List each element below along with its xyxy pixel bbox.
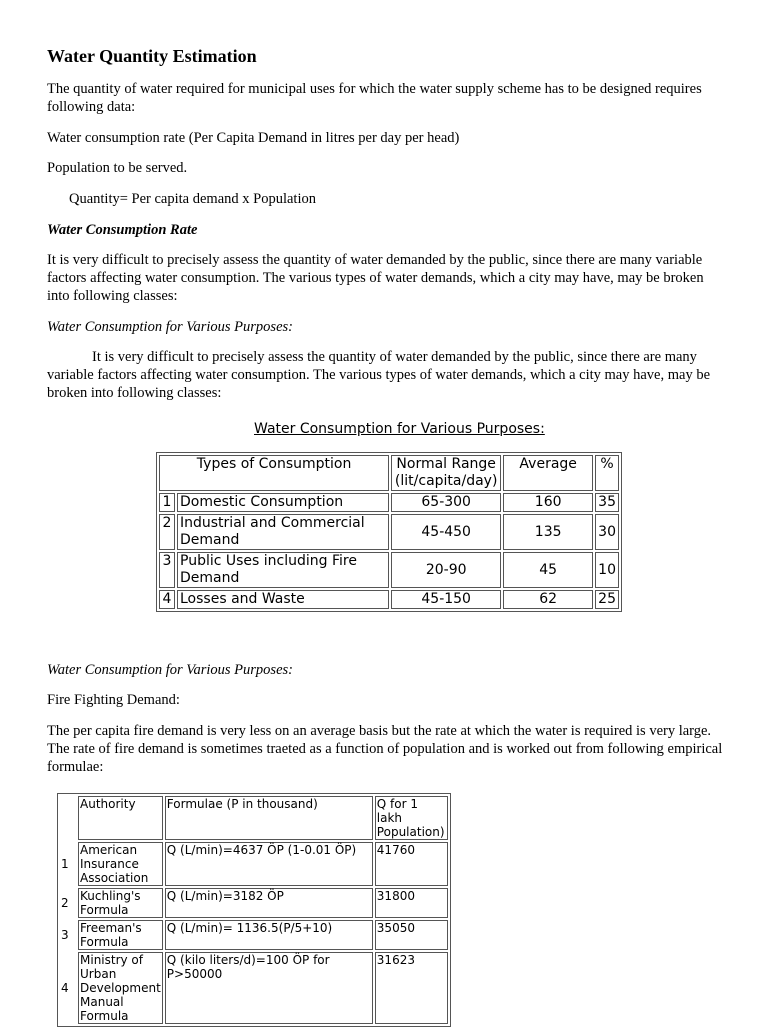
consumption-table	[156, 452, 622, 612]
normal-range: 20-90	[391, 552, 501, 588]
formula-text: Q (kilo liters/d)=100 ÖP for P>50000	[165, 952, 373, 1024]
header-authority: Authority	[78, 796, 163, 840]
table-row	[60, 952, 448, 1024]
table-row	[60, 920, 448, 950]
table-header-row	[60, 796, 448, 840]
normal-range: 65-300	[391, 493, 501, 512]
authority-name: Ministry of Urban Development Manual Formula	[80, 953, 161, 1023]
q-value: 41760	[375, 842, 448, 886]
fire-demand-table	[57, 793, 451, 1027]
normal-range: 45-450	[391, 514, 501, 550]
formula-text: Q (L/min)= 1136.5(P/5+10)	[165, 920, 373, 950]
intro-paragraph: The quantity of water required for municipal uses for which the water supply scheme has to be designed requires following data:	[47, 81, 702, 115]
authority-name: American Insurance Association	[78, 842, 163, 886]
table-row	[159, 590, 619, 609]
q-value: 35050	[375, 920, 448, 950]
table-row	[159, 514, 619, 550]
normal-range: 45-150	[391, 590, 501, 609]
population-line: Population to be served.	[47, 160, 188, 176]
quantity-formula: Quantity= Per capita demand x Population	[69, 191, 316, 207]
row-number: 1	[61, 857, 69, 871]
table-row	[159, 552, 619, 588]
consumption-rate-line: Water consumption rate (Per Capita Demand in litres per day per head)	[47, 130, 460, 146]
header-range: Normal Range (lit/capita/day)	[391, 455, 501, 491]
percent-value: 35	[595, 493, 619, 512]
purposes-paragraph: It is very difficult to precisely assess the quantity of water demanded by the public, since there are many variable factors affecting water consumption. The various types of water demands, which a city may have, may be broken into following classes:	[47, 349, 711, 401]
page-title: Water Quantity Estimation	[47, 46, 257, 66]
consumption-type: Industrial and Commercial Demand	[177, 514, 389, 550]
consumption-type: Losses and Waste	[177, 590, 389, 609]
header-formula: Formulae (P in thousand)	[165, 796, 373, 840]
header-average: Average	[503, 455, 593, 491]
percent-value: 10	[595, 552, 619, 588]
consumption-type: Public Uses including Fire Demand	[177, 552, 389, 588]
fire-demand-heading: Fire Fighting Demand:	[47, 692, 180, 708]
row-number: 2	[61, 896, 69, 910]
average-value: 160	[503, 493, 593, 512]
header-percent: %	[595, 455, 619, 491]
row-number: 2	[159, 514, 175, 550]
authority-name: Kuchling's Formula	[78, 888, 163, 918]
percent-value: 25	[595, 590, 619, 609]
section-heading-purposes: Water Consumption for Various Purposes:	[47, 319, 293, 335]
average-value: 135	[503, 514, 593, 550]
table-row	[60, 842, 448, 886]
formula-text: Q (L/min)=4637 ÖP (1-0.01 ÖP)	[165, 842, 373, 886]
section-heading-purposes-2: Water Consumption for Various Purposes:	[47, 662, 293, 678]
row-number: 3	[159, 552, 175, 588]
average-value: 45	[503, 552, 593, 588]
header-q: Q for 1 lakh Population)	[375, 796, 448, 840]
row-number-blank	[60, 796, 76, 840]
average-value: 62	[503, 590, 593, 609]
q-value: 31623	[375, 952, 448, 1024]
table-row	[60, 888, 448, 918]
table-header-row	[159, 455, 619, 491]
consumption-type: Domestic Consumption	[177, 493, 389, 512]
fire-demand-paragraph: The per capita fire demand is very less on an average basis but the rate at which the water is required is very large. The rate of fire demand is sometimes traeted as a function of population and is worked out from following empirical formulae:	[47, 723, 723, 775]
row-number: 3	[61, 928, 69, 942]
formula-text: Q (L/min)=3182 ÖP	[165, 888, 373, 918]
q-value: 31800	[375, 888, 448, 918]
row-number: 4	[159, 590, 175, 609]
rate-paragraph: It is very difficult to precisely assess the quantity of water demanded by the public, since there are many variable factors affecting water consumption. The various types of water demands, which a city may have, may be broken into following classes:	[47, 252, 704, 304]
section-heading-rate: Water Consumption Rate	[47, 222, 198, 238]
row-number: 4	[61, 981, 69, 995]
authority-name: Freeman's Formula	[78, 920, 163, 950]
row-number: 1	[159, 493, 175, 512]
header-types: Types of Consumption	[159, 455, 389, 491]
table-row	[159, 493, 619, 512]
table-caption: Water Consumption for Various Purposes:	[254, 421, 545, 437]
percent-value: 30	[595, 514, 619, 550]
